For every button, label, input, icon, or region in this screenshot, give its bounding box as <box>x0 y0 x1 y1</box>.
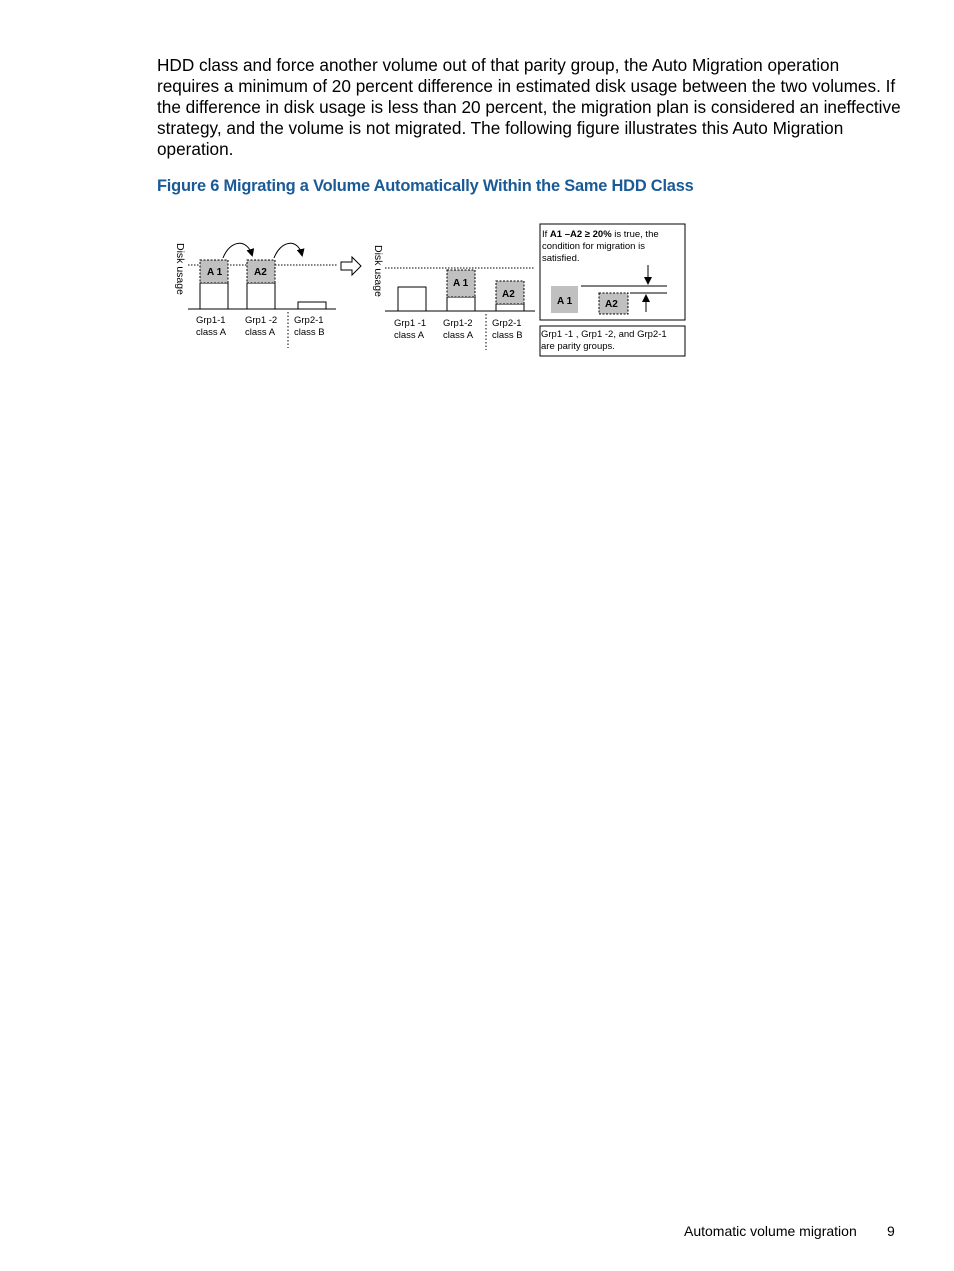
volume-a1-label-after: A 1 <box>453 278 469 289</box>
group-label: class A <box>196 327 227 338</box>
note-line-1: Grp1 -1 , Grp1 -2, and Grp2-1 <box>541 329 667 340</box>
group-label: class B <box>294 327 325 338</box>
volume-a1-label: A 1 <box>207 267 223 278</box>
note-line-2: are parity groups. <box>541 341 615 352</box>
condition-line-2: condition for migration is <box>542 241 645 252</box>
bar-grp1-2 <box>247 283 275 309</box>
group-label: Grp1-2 <box>443 318 473 329</box>
footer-section-title: Automatic volume migration <box>684 1223 857 1239</box>
footer-page-number: 9 <box>887 1223 895 1239</box>
figure-caption: Figure 6 Migrating a Volume Automatically Within the Same HDD Class <box>157 177 694 195</box>
group-label: class A <box>443 330 474 341</box>
group-label: class A <box>245 327 276 338</box>
group-label: Grp1 -1 <box>394 318 427 329</box>
bar-grp1-2-after <box>447 297 475 311</box>
condition-line-3: satisfied. <box>542 253 580 264</box>
group-label: Grp2-1 <box>492 318 522 329</box>
volume-a2-label: A2 <box>254 267 267 278</box>
migrate-arrow-2-icon <box>274 243 302 258</box>
condition-box <box>540 224 685 320</box>
y-axis-label-before: Disk usage <box>174 243 186 295</box>
group-label: class A <box>394 330 425 341</box>
transition-arrow-icon <box>341 257 361 275</box>
migration-figure <box>0 0 954 380</box>
migrate-arrow-1-icon <box>223 243 252 258</box>
body-paragraph: HDD class and force another volume out of that parity group, the Auto Migration operation requires a minimum of 20 percent difference in estimated disk usage between the two volumes. If the difference in disk usage is less than 20 percent, the migration plan is considered an ineffective strategy, and the volume is not migrated. The following figure illustrates this Auto Migration operation. <box>157 55 901 159</box>
bar-grp2-1-after <box>496 304 524 311</box>
group-label: Grp2-1 <box>294 315 324 326</box>
condition-a2-label: A2 <box>605 299 618 310</box>
group-label: Grp1-1 <box>196 315 226 326</box>
group-label: class B <box>492 330 523 341</box>
bar-grp1-1 <box>200 283 228 309</box>
condition-line-1: If A1 –A2 ≥ 20% is true, the <box>542 229 659 240</box>
volume-a2-label-after: A2 <box>502 289 515 300</box>
bar-grp2-1 <box>298 302 326 309</box>
y-axis-label-after: Disk usage <box>372 245 384 297</box>
group-label: Grp1 -2 <box>245 315 278 326</box>
condition-a1-label: A 1 <box>557 296 573 307</box>
after-panel <box>372 245 535 350</box>
note-box <box>540 326 685 356</box>
before-panel <box>174 243 338 348</box>
bar-grp1-1-after <box>398 287 426 311</box>
